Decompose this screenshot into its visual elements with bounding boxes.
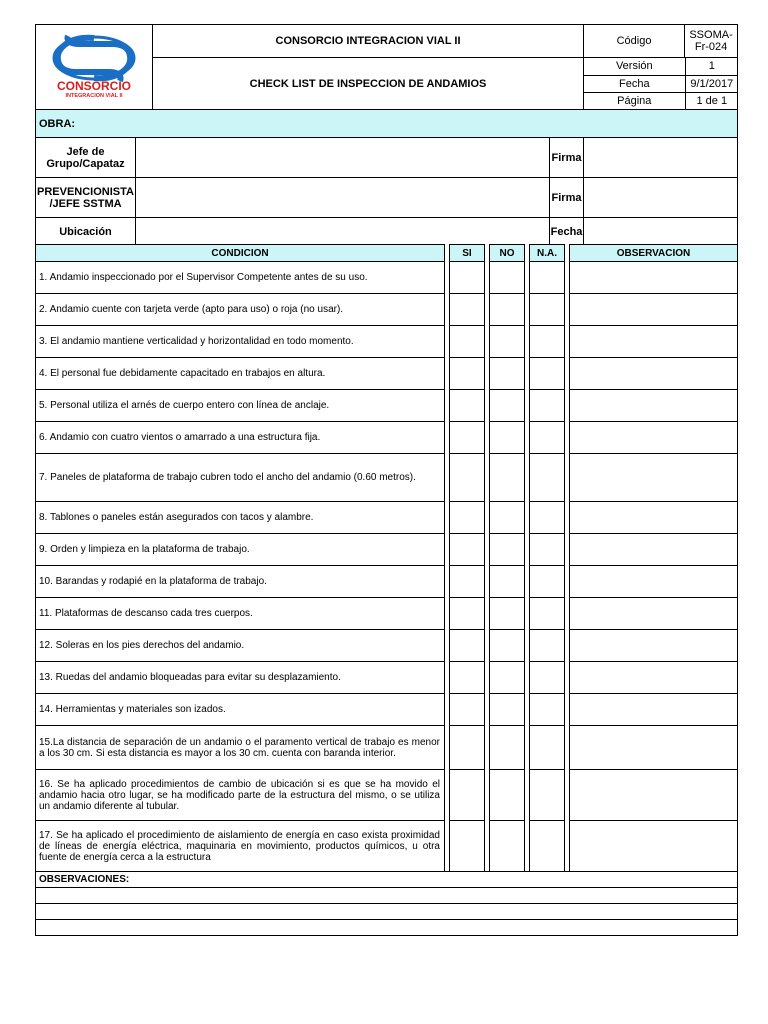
checklist-row xyxy=(36,326,738,358)
observacion-field[interactable] xyxy=(570,502,738,534)
si-checkbox[interactable] xyxy=(450,502,485,534)
observaciones-line[interactable] xyxy=(36,888,738,904)
meta-block xyxy=(584,58,738,110)
checklist-row xyxy=(36,422,738,454)
na-checkbox[interactable] xyxy=(530,534,565,566)
jefe-label: Jefe de Grupo/Capataz xyxy=(36,138,136,178)
si-checkbox[interactable] xyxy=(450,454,485,502)
col-na: N.A. xyxy=(530,245,565,262)
obra-label: OBRA: xyxy=(36,110,738,138)
firma-label: Firma xyxy=(550,138,584,178)
si-checkbox[interactable] xyxy=(450,694,485,726)
condition-text: 8. Tablones o paneles están asegurados con tacos y alambre. xyxy=(36,502,445,534)
condition-text: 7. Paneles de plataforma de trabajo cubren todo el ancho del andamio (0.60 metros). xyxy=(36,454,445,502)
no-checkbox[interactable] xyxy=(490,770,525,821)
form-title: CHECK LIST DE INSPECCION DE ANDAMIOS xyxy=(153,58,584,110)
observacion-field[interactable] xyxy=(570,358,738,390)
na-checkbox[interactable] xyxy=(530,454,565,502)
col-observacion: OBSERVACION xyxy=(570,245,738,262)
condition-text: 17. Se ha aplicado el procedimiento de aislamiento de energía en caso exista proximidad de líneas de energía eléctrica, maquinaria en movimiento, productos químicos, u otra fuente de energía cerca a la estructura xyxy=(36,821,445,872)
condition-text: 14. Herramientas y materiales son izados. xyxy=(36,694,445,726)
checklist-table xyxy=(35,244,738,936)
observaciones-label: OBSERVACIONES: xyxy=(36,872,738,888)
prevencionista-field[interactable] xyxy=(136,178,550,218)
na-checkbox[interactable] xyxy=(530,390,565,422)
fecha-label: Fecha xyxy=(550,218,584,246)
observacion-field[interactable] xyxy=(570,726,738,770)
checklist-row xyxy=(36,390,738,422)
na-checkbox[interactable] xyxy=(530,821,565,872)
observacion-field[interactable] xyxy=(570,566,738,598)
meta-value-pagina: 1 de 1 xyxy=(685,92,738,109)
condition-text: 2. Andamio cuente con tarjeta verde (apto para uso) o roja (no usar). xyxy=(36,294,445,326)
observacion-field[interactable] xyxy=(570,390,738,422)
svg-text:INTEGRACION VIAL II: INTEGRACION VIAL II xyxy=(65,92,123,98)
meta-label-version: Versión xyxy=(584,58,685,75)
na-checkbox[interactable] xyxy=(530,422,565,454)
company-logo xyxy=(36,25,153,110)
col-condicion: CONDICION xyxy=(36,245,445,262)
na-checkbox[interactable] xyxy=(530,770,565,821)
condition-text: 13. Ruedas del andamio bloqueadas para evitar su desplazamiento. xyxy=(36,662,445,694)
condition-text: 10. Barandas y rodapié en la plataforma de trabajo. xyxy=(36,566,445,598)
checklist-row xyxy=(36,534,738,566)
no-checkbox[interactable] xyxy=(490,534,525,566)
no-checkbox[interactable] xyxy=(490,358,525,390)
ubicacion-label: Ubicación xyxy=(36,218,136,246)
checklist-row xyxy=(36,598,738,630)
observaciones-line[interactable] xyxy=(36,904,738,920)
no-checkbox[interactable] xyxy=(490,454,525,502)
checklist-row xyxy=(36,726,738,770)
checklist-row xyxy=(36,694,738,726)
si-checkbox[interactable] xyxy=(450,630,485,662)
na-checkbox[interactable] xyxy=(530,294,565,326)
no-checkbox[interactable] xyxy=(490,294,525,326)
checklist-row xyxy=(36,662,738,694)
condition-text: 4. El personal fue debidamente capacitado en trabajos en altura. xyxy=(36,358,445,390)
na-checkbox[interactable] xyxy=(530,662,565,694)
na-checkbox[interactable] xyxy=(530,566,565,598)
condition-text: 12. Soleras en los pies derechos del andamio. xyxy=(36,630,445,662)
si-checkbox[interactable] xyxy=(450,294,485,326)
na-checkbox[interactable] xyxy=(530,726,565,770)
si-checkbox[interactable] xyxy=(450,662,485,694)
observacion-field[interactable] xyxy=(570,454,738,502)
no-checkbox[interactable] xyxy=(490,726,525,770)
si-checkbox[interactable] xyxy=(450,534,485,566)
condition-text: 15.La distancia de separación de un andamio o el paramento vertical de trabajo es menor a los 30 cm. Si esta distancia es mayor a los 30 cm. cuenta con baranda interior. xyxy=(36,726,445,770)
na-checkbox[interactable] xyxy=(530,358,565,390)
meta-value-codigo: SSOMA-Fr-024 xyxy=(685,25,738,58)
svg-text:CONSORCIO: CONSORCIO xyxy=(56,78,132,93)
condition-text: 3. El andamio mantiene verticalidad y horizontalidad en todo momento. xyxy=(36,326,445,358)
observacion-field[interactable] xyxy=(570,326,738,358)
condition-text: 11. Plataformas de descanso cada tres cuerpos. xyxy=(36,598,445,630)
na-checkbox[interactable] xyxy=(530,694,565,726)
checklist-row xyxy=(36,821,738,872)
na-checkbox[interactable] xyxy=(530,598,565,630)
na-checkbox[interactable] xyxy=(530,630,565,662)
si-checkbox[interactable] xyxy=(450,566,485,598)
firma-field-prevencionista[interactable] xyxy=(584,178,738,218)
no-checkbox[interactable] xyxy=(490,694,525,726)
no-checkbox[interactable] xyxy=(490,422,525,454)
observacion-field[interactable] xyxy=(570,598,738,630)
observacion-field[interactable] xyxy=(570,534,738,566)
si-checkbox[interactable] xyxy=(450,358,485,390)
checklist-body xyxy=(36,262,738,872)
firma-field-jefe[interactable] xyxy=(584,138,738,178)
condition-text: 5. Personal utiliza el arnés de cuerpo entero con línea de anclaje. xyxy=(36,390,445,422)
si-checkbox[interactable] xyxy=(450,821,485,872)
no-checkbox[interactable] xyxy=(490,502,525,534)
ubicacion-field[interactable] xyxy=(136,218,550,246)
observacion-field[interactable] xyxy=(570,694,738,726)
no-checkbox[interactable] xyxy=(490,630,525,662)
condition-text: 9. Orden y limpieza en la plataforma de trabajo. xyxy=(36,534,445,566)
si-checkbox[interactable] xyxy=(450,262,485,294)
meta-value-version: 1 xyxy=(685,58,738,75)
observacion-field[interactable] xyxy=(570,662,738,694)
observacion-field[interactable] xyxy=(570,422,738,454)
jefe-field[interactable] xyxy=(136,138,550,178)
observacion-field[interactable] xyxy=(570,770,738,821)
consorcio-logo-icon xyxy=(40,34,148,98)
prevencionista-label: PREVENCIONISTA /JEFE SSTMA xyxy=(36,178,136,218)
si-checkbox[interactable] xyxy=(450,326,485,358)
no-checkbox[interactable] xyxy=(490,598,525,630)
checklist-row xyxy=(36,502,738,534)
observacion-field[interactable] xyxy=(570,262,738,294)
meta-label-pagina: Página xyxy=(584,92,685,109)
observacion-field[interactable] xyxy=(570,294,738,326)
condition-text: 6. Andamio con cuatro vientos o amarrado a una estructura fija. xyxy=(36,422,445,454)
checklist-row xyxy=(36,770,738,821)
na-checkbox[interactable] xyxy=(530,326,565,358)
form-header xyxy=(35,24,738,246)
checklist-row xyxy=(36,294,738,326)
no-checkbox[interactable] xyxy=(490,662,525,694)
col-si: SI xyxy=(450,245,485,262)
condition-text: 1. Andamio inspeccionado por el Supervisor Competente antes de su uso. xyxy=(36,262,445,294)
checklist-row xyxy=(36,358,738,390)
na-checkbox[interactable] xyxy=(530,262,565,294)
na-checkbox[interactable] xyxy=(530,502,565,534)
meta-label-fecha: Fecha xyxy=(584,75,685,92)
no-checkbox[interactable] xyxy=(490,566,525,598)
col-no: NO xyxy=(490,245,525,262)
si-checkbox[interactable] xyxy=(450,390,485,422)
checklist-row xyxy=(36,262,738,294)
si-checkbox[interactable] xyxy=(450,726,485,770)
si-checkbox[interactable] xyxy=(450,770,485,821)
si-checkbox[interactable] xyxy=(450,422,485,454)
no-checkbox[interactable] xyxy=(490,821,525,872)
observacion-field[interactable] xyxy=(570,630,738,662)
observaciones-line[interactable] xyxy=(36,920,738,936)
firma-label-2: Firma xyxy=(550,178,584,218)
meta-label-codigo: Código xyxy=(584,25,685,58)
company-title: CONSORCIO INTEGRACION VIAL II xyxy=(153,25,584,58)
checklist-row xyxy=(36,566,738,598)
meta-value-fecha: 9/1/2017 xyxy=(685,75,738,92)
si-checkbox[interactable] xyxy=(450,598,485,630)
checklist-row xyxy=(36,630,738,662)
condition-text: 16. Se ha aplicado procedimientos de cambio de ubicación si es que se ha movido el andamio hacia otro lugar, se ha modificado parte de la estructura del mismo, o se utiliza un andamio diferente al tubular. xyxy=(36,770,445,821)
no-checkbox[interactable] xyxy=(490,262,525,294)
no-checkbox[interactable] xyxy=(490,326,525,358)
checklist-row xyxy=(36,454,738,502)
observacion-field[interactable] xyxy=(570,821,738,872)
no-checkbox[interactable] xyxy=(490,390,525,422)
fecha-field[interactable] xyxy=(584,218,738,246)
